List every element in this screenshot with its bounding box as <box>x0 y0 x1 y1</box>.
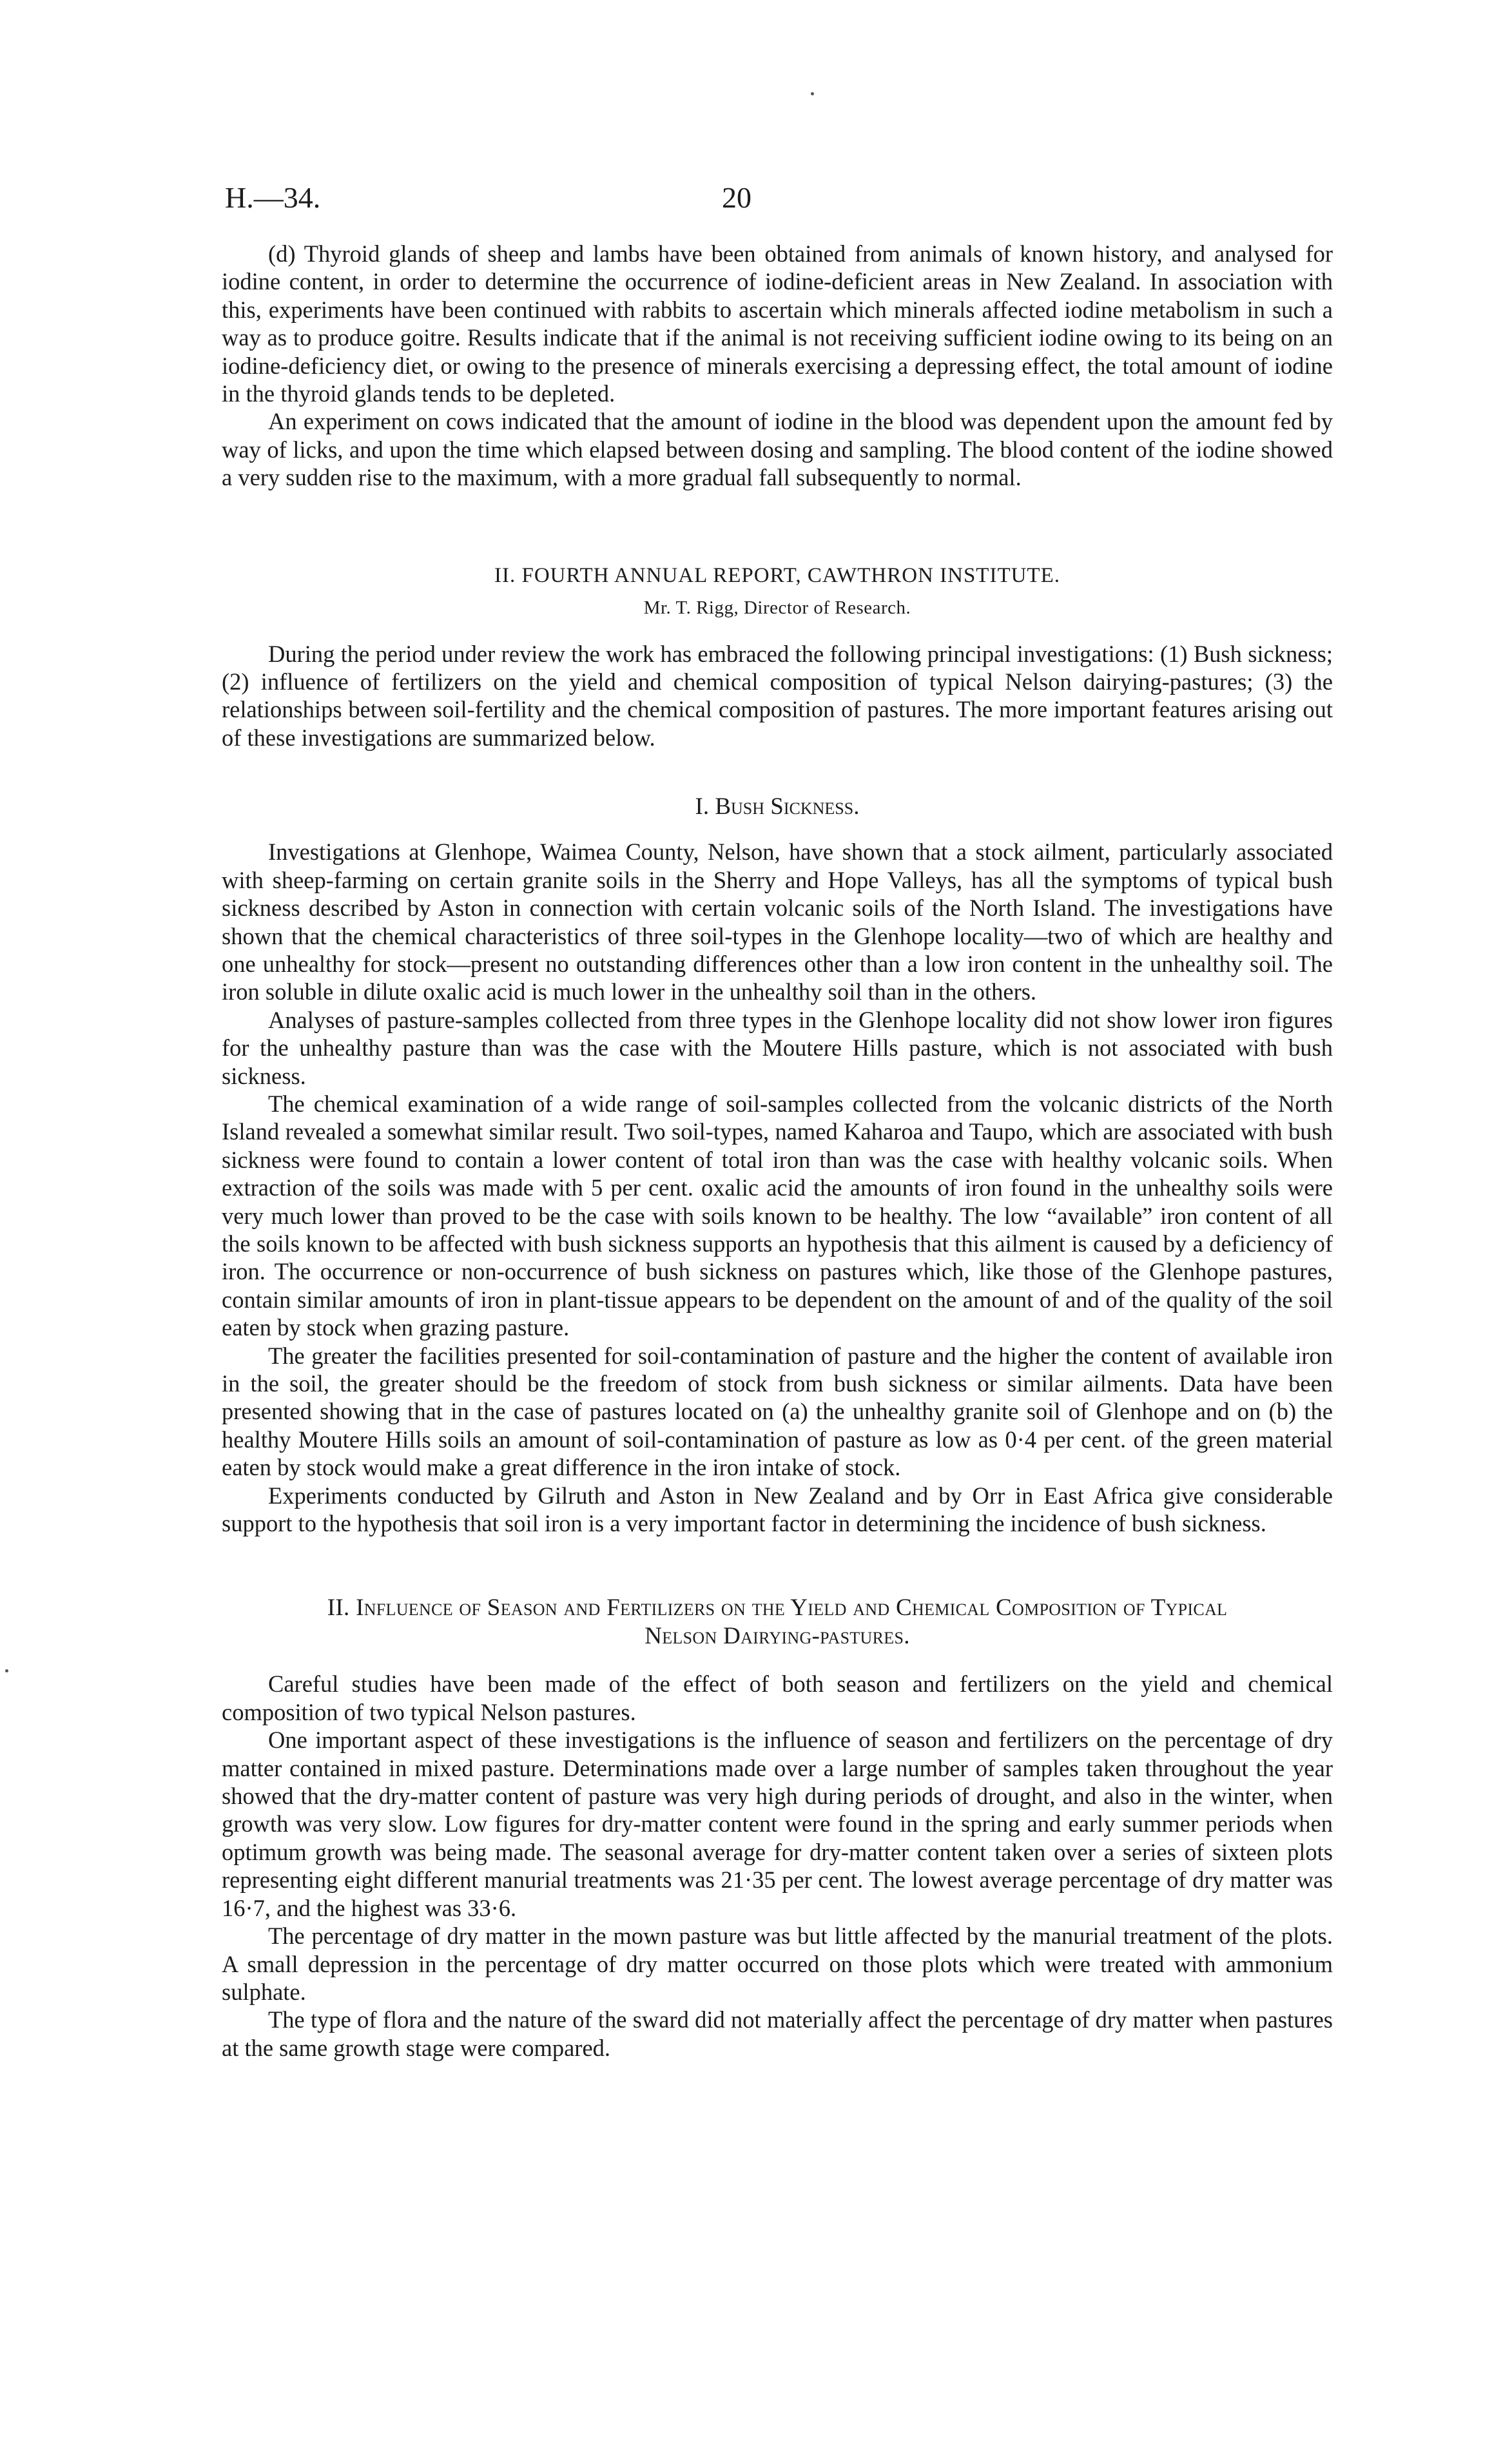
bush-sickness-paragraph: The chemical examination of a wide range of soil-samples collected from the volcanic districts of the North Island revealed a somewhat similar result. Two soil-types, named Kaharoa and Taupo, which are associated with bush sickness were found to contain a lower content of total iron than was the case with healthy volcanic soils. When extraction of the soils was made with 5 per cent. oxalic acid the amounts of iron found in the unhealthy soils were very much lower than proved to be the case with soils known to be healthy. The low “available” iron content of all the soils known to be affected with bush sickness supports an hypothesis that this ailment is caused by a deficiency of iron. The occurrence or non-occurrence of bush sickness on pastures which, like those of the Glenhope pastures, contain similar amounts of iron in plant-tissue appears to be dependent on the amount of and of the quality of the soil eaten by stock when grazing pasture. <box>222 1090 1333 1341</box>
fertilizers-heading <box>222 1594 1333 1651</box>
fertilizers-paragraph: The percentage of dry matter in the mown pasture was but little affected by the manurial treatment of the plots. A small depression in the percentage of dry matter occurred on those plots which were treated with ammonium sulphate. <box>222 1923 1333 2005</box>
fertilizers-paragraph: The type of flora and the nature of the sward did not materially affect the percentage of dry matter when pastures at the same growth stage were compared. <box>222 2006 1333 2061</box>
fertilizers-heading-line-1: II. Influence of Season and Fertilizers on the Yield and Chemical Composition of Typical <box>327 1594 1228 1622</box>
fertilizers-heading-line-2: Nelson Dairying-pastures. <box>645 1623 910 1650</box>
fertilizers-paragraph: One important aspect of these investigations is the influence of season and fertilizers on the percentage of dry matter contained in mixed pasture. Determinations made over a large number of samples taken throughout the year showed that the dry-matter content of pasture was very high during periods of drought, and also in the winter, when growth was very slow. Low figures for dry-matter content were found in the spring and early summer periods when optimum growth was being made. The seasonal average for dry-matter content taken over a series of sixteen plots representing eight different manurial treatments was 21·35 per cent. The lowest average percentage of dry matter was 16·7, and the highest was 33·6. <box>222 1727 1333 1921</box>
bush-sickness-paragraph: Experiments conducted by Gilruth and Aston in New Zealand and by Orr in East Africa give considerable support to the hypothesis that soil iron is a very important factor in determining the incidence of bush sickness. <box>222 1482 1333 1537</box>
bush-sickness-paragraph: Investigations at Glenhope, Waimea County, Nelson, have shown that a stock ailment, particularly associated with sheep-farming on certain granite soils in the Sherry and Hope Valleys, has all the symptoms of typical bush sickness described by Aston in connection with certain volcanic soils of the North Island. The investigations have shown that the chemical characteristics of three soil-types in the Glenhope locality—two of which are healthy and one unhealthy for stock—present no outstanding differences other than a low iron content in the unhealthy soil. The iron soluble in dilute oxalic acid is much lower in the unhealthy soil than in the others. <box>222 838 1333 1005</box>
scan-speck <box>811 92 814 95</box>
thyroid-paragraph: (d) Thyroid glands of sheep and lambs have been obtained from animals of known history, and analysed for iodine content, in order to determine the occurrence of iodine-deficient areas in New Zealand. In association with this, experiments have been continued with rabbits to ascertain which minerals affected iodine metabolism in such a way as to produce goitre. Results indicate that if the animal is not receiving sufficient iodine owing to its being on an iodine-deficiency diet, or owing to the presence of minerals exercising a depressing effect, the total amount of iodine in the thyroid glands tends to be depleted. <box>222 240 1333 407</box>
bush-sickness-paragraph: The greater the facilities presented for soil-contamination of pasture and the higher the content of available iron in the soil, the greater should be the freedom of stock from bush sickness or similar ailments. Data have been presented showing that in the case of pastures located on (a) the unhealthy granite soil of Glenhope and on (b) the healthy Moutere Hills soils an amount of soil-contamination of pasture as low as 0·4 per cent. of the green material eaten by stock would make a great difference in the iron intake of stock. <box>222 1342 1333 1481</box>
section-byline: Mr. T. Rigg, Director of Research. <box>643 597 911 618</box>
page-content <box>222 240 1333 2062</box>
scan-speck <box>5 1669 8 1672</box>
section-intro-paragraph: During the period under review the work has embraced the following principal investigations: (1) Bush sickness; (2) influence of fertilizers on the yield and chemical composition of typical Nelson dairying-pastures; (3) the relationships between soil-fertility and the chemical composition of pastures. The more important features arising out of these investigations are summarized below. <box>222 640 1333 751</box>
fertilizers-paragraph: Careful studies have been made of the effect of both season and fertilizers on the yield and chemical composition of two typical Nelson pastures. <box>222 1671 1333 1725</box>
iodine-blood-paragraph: An experiment on cows indicated that the amount of iodine in the blood was dependent upon the amount fed by way of licks, and upon the time which elapsed between dosing and sampling. The blood content of the iodine showed a very sudden rise to the maximum, with a more gradual fall subsequently to normal. <box>222 408 1333 491</box>
bush-sickness-paragraph: Analyses of pasture-samples collected from three types in the Glenhope locality did not show lower iron figures for the unhealthy pasture than was the case with the Moutere Hills pasture, which is not associated with bush sickness. <box>222 1006 1333 1089</box>
section-title: II. FOURTH ANNUAL REPORT, CAWTHRON INSTITUTE. <box>494 563 1060 587</box>
page-number: 20 <box>722 181 751 214</box>
report-reference: H.—34. <box>225 181 321 214</box>
bush-sickness-heading: I. Bush Sickness. <box>695 793 860 820</box>
